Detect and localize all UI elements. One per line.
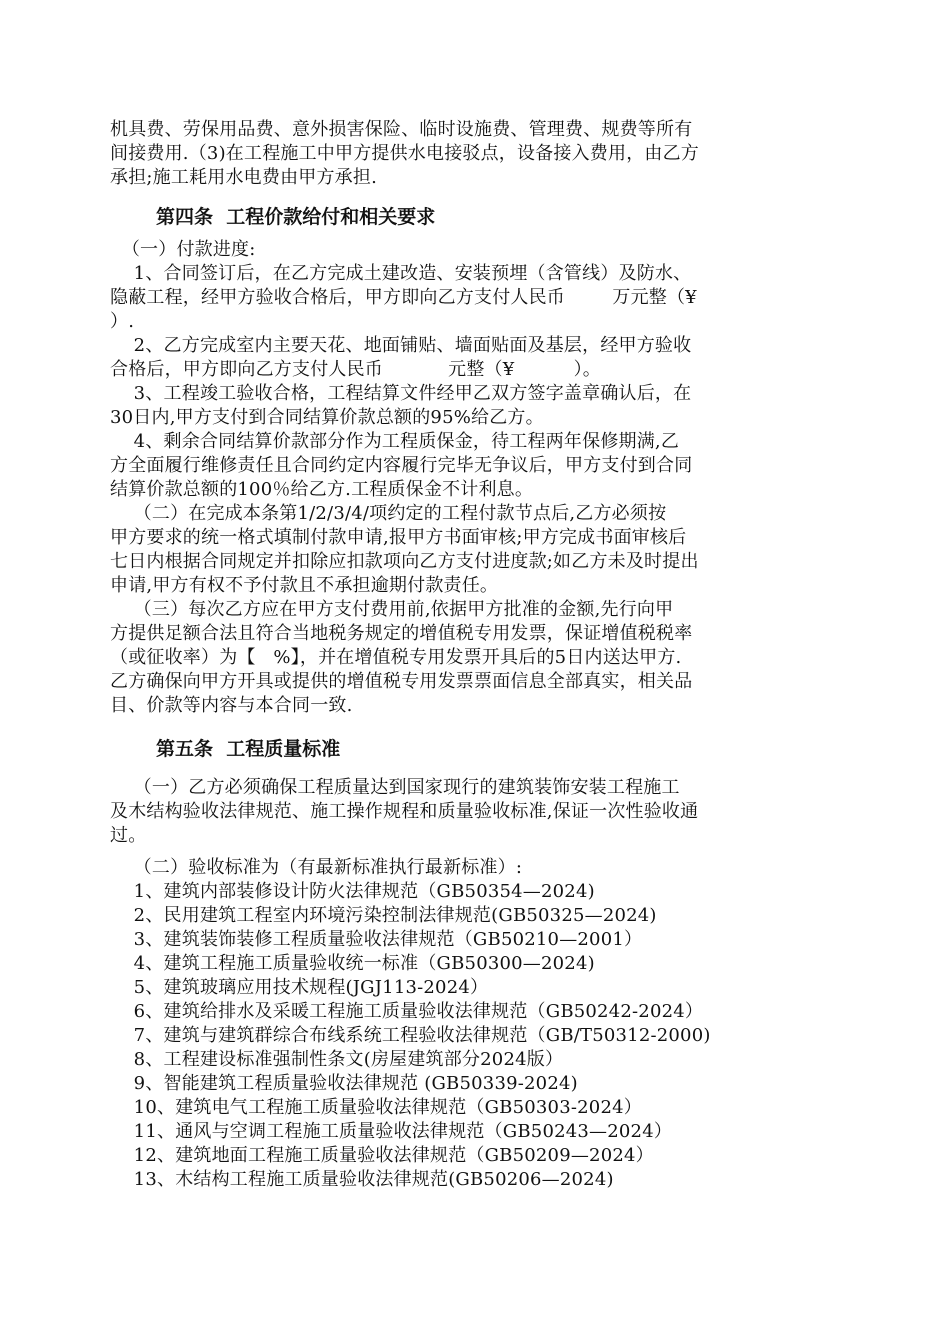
text-line: 乙方确保向甲方开具或提供的增值税专用发票票面信息全部真实，相关品 xyxy=(110,671,693,692)
text-line: （一）付款进度: xyxy=(110,239,256,260)
list-item: 7、建筑与建筑群综合布线系统工程验收法律规范（GB/T50312-2000) xyxy=(110,1025,711,1046)
standards-intro: （二）验收标准为（有最新标准执行最新标准）: xyxy=(110,857,523,878)
text-line: 方全面履行维修责任且合同约定内容履行完毕无争议后，甲方支付到合同 xyxy=(110,455,693,476)
article-4-heading: 第四条 工程价款给付和相关要求 xyxy=(156,206,436,228)
text-line: 隐蔽工程，经甲方验收合格后，甲方即向乙方支付人民币 万元整（¥ xyxy=(110,287,697,308)
text-line: （或征收率）为【 %】，并在增值税专用发票开具后的5日内送达甲方. xyxy=(110,647,682,668)
text-line: 结算价款总额的100％给乙方.工程质保金不计利息。 xyxy=(110,479,534,500)
text-line: 30日内,甲方支付到合同结算价款总额的95%给乙方。 xyxy=(110,407,544,428)
text-line: 合格后，甲方即向乙方支付人民币 元整（¥ ）。 xyxy=(110,359,602,380)
standards-list xyxy=(110,880,840,1192)
text-line: 1、合同签订后，在乙方完成土建改造、安装预埋（含管线）及防水、 xyxy=(110,263,692,284)
text-line: ）. xyxy=(110,311,135,332)
text-line: 承担;施工耗用水电费由甲方承担. xyxy=(110,167,377,188)
list-item: 2、民用建筑工程室内环境污染控制法律规范(GB50325—2024) xyxy=(110,905,657,926)
list-item: 4、建筑工程施工质量验收统一标准（GB50300—2024) xyxy=(110,953,595,974)
text-line: 甲方要求的统一格式填制付款申请,报甲方书面审核;甲方完成书面审核后 xyxy=(110,527,687,548)
list-item: 8、工程建设标准强制性条文(房屋建筑部分2024版） xyxy=(110,1049,564,1070)
list-item: 10、建筑电气工程施工质量验收法律规范（GB50303-2024） xyxy=(110,1097,642,1118)
text-line: 及木结构验收法律规范、施工操作规程和质量验收标准,保证一次性验收通 xyxy=(110,801,699,822)
list-item: 12、建筑地面工程施工质量验收法律规范（GB50209—2024） xyxy=(110,1145,654,1166)
text-line: （一）乙方必须确保工程质量达到国家现行的建筑装饰安装工程施工 xyxy=(110,777,680,798)
text-line: （三）每次乙方应在甲方支付费用前,依据甲方批准的金额,先行向甲 xyxy=(110,599,674,620)
list-item: 3、建筑装饰装修工程质量验收法律规范（GB50210—2001） xyxy=(110,929,643,950)
article-4-body xyxy=(110,238,840,718)
list-item: 1、建筑内部装修设计防火法律规范（GB50354—2024) xyxy=(110,881,595,902)
text-line: 申请,甲方有权不予付款且不承担逾期付款责任。 xyxy=(110,575,499,596)
text-line: （二）在完成本条第1/2/3/4/项约定的工程付款节点后,乙方必须按 xyxy=(110,503,667,524)
text-line: 目、价款等内容与本合同一致. xyxy=(110,695,353,716)
list-item: 6、建筑给排水及采暖工程施工质量验收法律规范（GB50242-2024） xyxy=(110,1001,704,1022)
list-item: 5、建筑玻璃应用技术规程(JGJ113-2024） xyxy=(110,977,489,998)
text-line: 间接费用.（3)在工程施工中甲方提供水电接驳点，设备接入费用，由乙方 xyxy=(110,143,699,164)
article-5-body xyxy=(110,776,840,1192)
text-line: 七日内根据合同规定并扣除应扣款项向乙方支付进度款;如乙方未及时提出 xyxy=(110,551,699,572)
list-item: 11、通风与空调工程施工质量验收法律规范（GB50243—2024） xyxy=(110,1121,673,1142)
text-line: 3、工程竣工验收合格，工程结算文件经甲乙双方签字盖章确认后，在 xyxy=(110,383,692,404)
list-item: 9、智能建筑工程质量验收法律规范 (GB50339-2024) xyxy=(110,1073,578,1094)
article-5-heading: 第五条 工程质量标准 xyxy=(156,738,341,760)
text-line: 机具费、劳保用品费、意外损害保险、临时设施费、管理费、规费等所有 xyxy=(110,119,693,140)
text-line: 2、乙方完成室内主要天花、地面铺贴、墙面贴面及基层，经甲方验收 xyxy=(110,335,692,356)
text-line: 过。 xyxy=(110,825,147,846)
text-line: 4、剩余合同结算价款部分作为工程质保金，待工程两年保修期满,乙 xyxy=(110,431,680,452)
document-page xyxy=(110,118,840,1192)
text-line: 方提供足额合法且符合当地税务规定的增值税专用发票，保证增值税税率 xyxy=(110,623,693,644)
intro-paragraph xyxy=(110,118,840,190)
list-item: 13、木结构工程施工质量验收法律规范(GB50206—2024) xyxy=(110,1169,614,1190)
